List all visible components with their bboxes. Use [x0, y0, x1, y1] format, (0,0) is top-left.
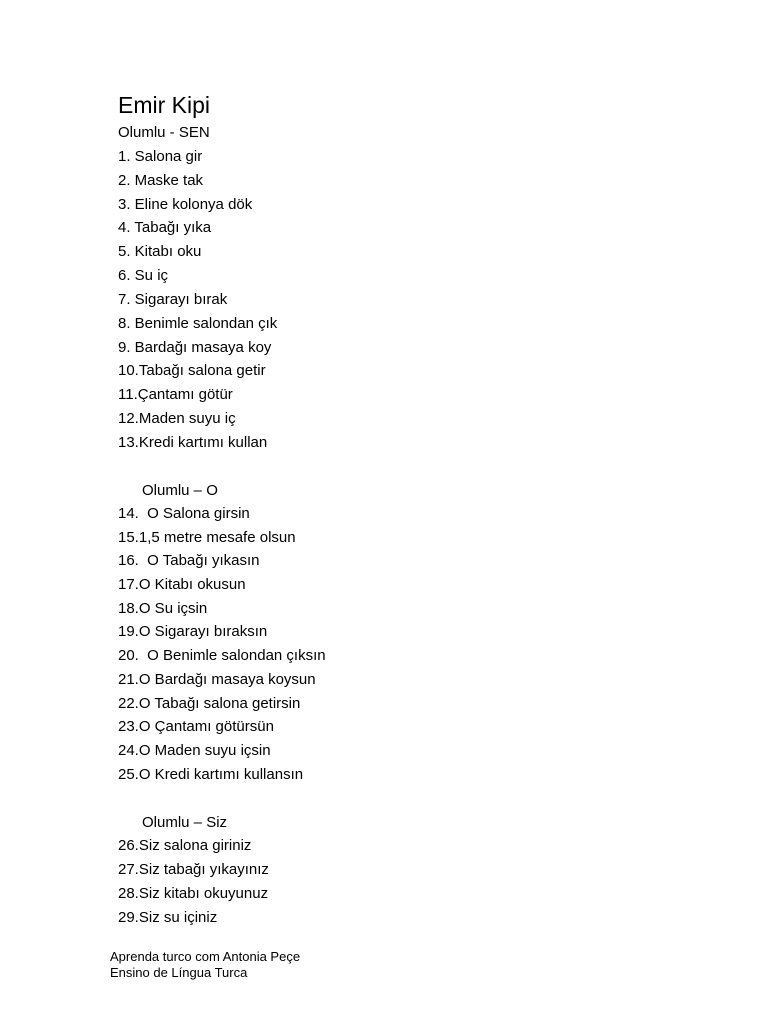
list-item: 4. Tabağı yıka [118, 219, 212, 236]
list-item: 7. Sigarayı bırak [118, 291, 228, 308]
list-item: 29.Siz su içiniz [118, 909, 218, 926]
list-item: 1. Salona gir [118, 148, 203, 165]
section-heading-o: Olumlu – O [142, 482, 218, 499]
footer-line-subtitle: Ensino de Língua Turca [110, 965, 248, 980]
section-heading-sen: Olumlu - SEN [118, 124, 210, 141]
list-item: 12.Maden suyu iç [118, 410, 236, 427]
list-item: 3. Eline kolonya dök [118, 196, 253, 213]
list-item: 17.O Kitabı okusun [118, 576, 246, 593]
list-item: 21.O Bardağı masaya koysun [118, 671, 316, 688]
list-item: 11.Çantamı götür [118, 386, 233, 403]
section-heading-siz: Olumlu – Siz [142, 814, 228, 831]
list-item: 20. O Benimle salondan çıksın [118, 647, 326, 664]
list-item: 8. Benimle salondan çık [118, 315, 278, 332]
list-item: 22.O Tabağı salona getirsin [118, 695, 301, 712]
list-item: 25.O Kredi kartımı kullansın [118, 766, 304, 783]
list-item: 24.O Maden suyu içsin [118, 742, 271, 759]
list-item: 23.O Çantamı götürsün [118, 718, 274, 735]
list-item: 28.Siz kitabı okuyunuz [118, 885, 269, 902]
list-item: 5. Kitabı oku [118, 243, 202, 260]
list-item: 6. Su iç [118, 267, 169, 284]
list-item: 26.Siz salona giriniz [118, 837, 252, 854]
footer-line-course: Aprenda turco com Antonia Peçe [110, 949, 301, 964]
list-item: 13.Kredi kartımı kullan [118, 434, 268, 451]
list-item: 14. O Salona girsin [118, 505, 250, 522]
list-item: 9. Bardağı masaya koy [118, 339, 272, 356]
page-title: Emir Kipi [118, 92, 211, 118]
list-item: 27.Siz tabağı yıkayınız [118, 861, 269, 878]
list-item: 15.1,5 metre mesafe olsun [118, 529, 296, 546]
list-item: 2. Maske tak [118, 172, 204, 189]
list-item: 16. O Tabağı yıkasın [118, 552, 260, 569]
list-item: 10.Tabağı salona getir [118, 362, 266, 379]
list-item: 19.O Sigarayı bıraksın [118, 623, 268, 640]
list-item: 18.O Su içsin [118, 600, 208, 617]
